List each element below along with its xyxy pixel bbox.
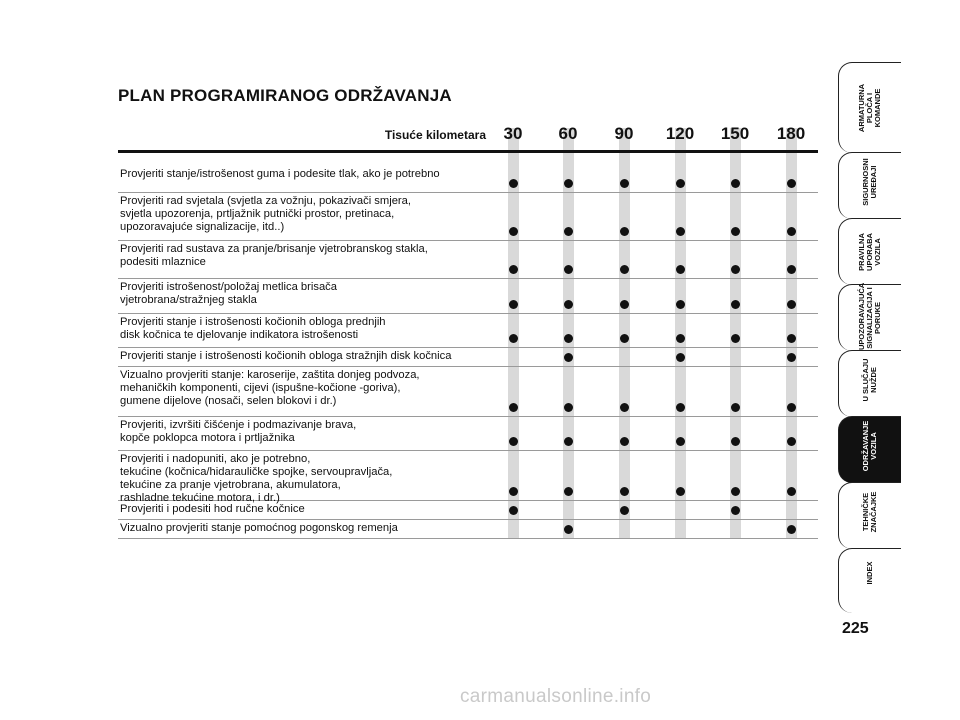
interval-dot (731, 487, 740, 496)
table-row (118, 278, 818, 314)
table-row (118, 313, 818, 348)
sidebar-tab-label: INDEX (865, 561, 874, 585)
header-rule (118, 150, 818, 153)
interval-dot (676, 403, 685, 412)
column-header: 180 (776, 124, 806, 143)
table-row (118, 416, 818, 451)
interval-dot (676, 179, 685, 188)
row-description: Provjeriti rad sustava za pranje/brisanje vjetrobranskog stakla, podesiti mlaznice (120, 243, 428, 268)
interval-dot (564, 525, 573, 534)
km-column-label: Tisuće kilometara (384, 128, 486, 142)
interval-dot (787, 353, 796, 362)
interval-dot (787, 300, 796, 309)
interval-dot (731, 506, 740, 515)
sidebar-tab-label: TEHNIČKE ZNAČAJKE (861, 491, 878, 533)
interval-dot (564, 334, 573, 343)
sidebar-tab-label: SIGURNOSNI UREĐAJI (861, 158, 878, 206)
sidebar-tab-label: PRAVILNA UPORABA VOZILA (857, 233, 882, 271)
interval-dot (787, 179, 796, 188)
column-header: 90 (614, 124, 634, 143)
row-description: Provjeriti stanje/istrošenost guma i podesite tlak, ako je potrebno (120, 168, 440, 180)
interval-dot (731, 437, 740, 446)
sidebar-tab[interactable] (838, 548, 901, 613)
interval-dot (509, 403, 518, 412)
table-row (118, 160, 818, 193)
table-row (118, 366, 818, 417)
sidebar-tab-label: U SLUČAJU NUŽDE (861, 358, 878, 402)
interval-dot (731, 334, 740, 343)
interval-dot (787, 437, 796, 446)
row-description: Provjeriti istrošenost/položaj metlica brisača vjetrobrana/stražnjeg stakla (120, 281, 337, 306)
interval-dot (620, 265, 629, 274)
interval-dot (676, 227, 685, 236)
interval-dot (676, 265, 685, 274)
interval-dot (564, 179, 573, 188)
interval-dot (731, 300, 740, 309)
interval-dot (731, 265, 740, 274)
interval-dot (564, 487, 573, 496)
interval-dot (564, 353, 573, 362)
interval-dot (787, 227, 796, 236)
interval-dot (564, 300, 573, 309)
sidebar-tab[interactable] (838, 152, 901, 219)
table-row (118, 519, 818, 539)
interval-dot (731, 227, 740, 236)
row-description: Provjeriti rad svjetala (svjetla za vožnju, pokazivači smjera, svjetla upozorenja, prtljažnik putnički prostor, pretinaca, upozoravajuće signalizacije, itd..) (120, 195, 411, 233)
sidebar-tab-label: ODRŽAVANJE VOZILA (861, 420, 878, 472)
interval-dot (620, 403, 629, 412)
sidebar-tab[interactable] (838, 62, 901, 153)
interval-dot (676, 334, 685, 343)
interval-dot (731, 403, 740, 412)
sidebar-tab-label: ARMATURNA PLOČA I KOMANDE (857, 83, 882, 133)
interval-dot (620, 179, 629, 188)
interval-dot (620, 227, 629, 236)
interval-dot (509, 487, 518, 496)
interval-dot (564, 265, 573, 274)
interval-dot (787, 487, 796, 496)
page-title: PLAN PROGRAMIRANOG ODRŽAVANJA (118, 86, 452, 105)
table-row (118, 347, 818, 367)
table-row (118, 192, 818, 241)
row-description: Provjeriti, izvršiti čišćenje i podmazivanje brava, kopče poklopca motora i prtljažnika (120, 419, 357, 444)
interval-dot (564, 227, 573, 236)
table-row (118, 240, 818, 279)
interval-dot (676, 353, 685, 362)
interval-dot (676, 437, 685, 446)
sidebar-tab[interactable] (838, 416, 901, 483)
interval-dot (509, 300, 518, 309)
interval-dot (564, 437, 573, 446)
interval-dot (620, 506, 629, 515)
interval-dot (620, 487, 629, 496)
sidebar-tab[interactable] (838, 350, 901, 417)
row-description: Provjeriti i nadopuniti, ako je potrebno, tekućine (kočnica/hidarauličke spojke, servoupravljača, tekućine za pranje vjetrobrana, akumulatora, rashladne tekućine motora, i dr.) (120, 453, 393, 504)
interval-dot (509, 437, 518, 446)
table-row (118, 500, 818, 520)
interval-dot (509, 334, 518, 343)
sidebar-tab[interactable] (838, 218, 901, 285)
row-description: Provjeriti stanje i istrošenosti kočionih obloga stražnjih disk kočnica (120, 350, 452, 362)
table-row (118, 450, 818, 504)
interval-dot (676, 300, 685, 309)
row-description: Vizualno provjeriti stanje: karoserije, zaštita donjeg podvoza, mehaničkih komponenti, cijevi (ispušne-kočione -goriva), gumene dijelove (nosači, selen blokovi i dr.) (120, 369, 420, 407)
interval-dot (620, 437, 629, 446)
interval-dot (620, 334, 629, 343)
sidebar-tab-label: UPOZORAVAJUĆA SIGNALIZACIJA I PORUKE (857, 282, 882, 350)
row-description: Provjeriti i podesiti hod ručne kočnice (120, 503, 305, 515)
interval-dot (787, 403, 796, 412)
interval-dot (676, 487, 685, 496)
column-header: 30 (503, 124, 523, 143)
column-header: 120 (665, 124, 695, 143)
interval-dot (509, 227, 518, 236)
interval-dot (564, 403, 573, 412)
row-description: Vizualno provjeriti stanje pomoćnog pogonskog remenja (120, 522, 398, 534)
sidebar-tab[interactable] (838, 482, 901, 549)
column-header: 60 (558, 124, 578, 143)
sidebar-tab[interactable] (838, 284, 901, 351)
row-description: Provjeriti stanje i istrošenosti kočionih obloga prednjih disk kočnica te djelovanje indikatora istrošenosti (120, 316, 386, 341)
interval-dot (731, 179, 740, 188)
page-number: 225 (842, 620, 869, 637)
interval-dot (509, 265, 518, 274)
interval-dot (509, 179, 518, 188)
interval-dot (509, 506, 518, 515)
interval-dot (620, 300, 629, 309)
watermark-text: carmanualsonline.info (460, 686, 652, 707)
interval-dot (787, 334, 796, 343)
interval-dot (787, 525, 796, 534)
interval-dot (787, 265, 796, 274)
column-header: 150 (720, 124, 750, 143)
